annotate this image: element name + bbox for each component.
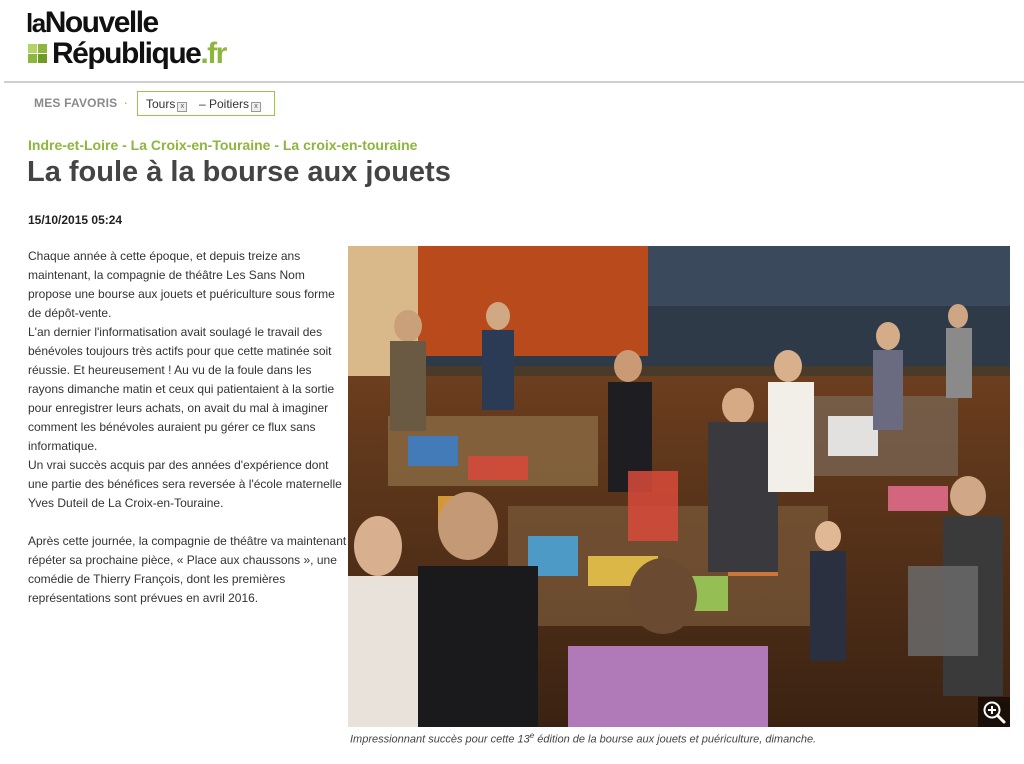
favorite-item-tours[interactable] (146, 97, 187, 112)
article-paragraph: Un vrai succès acquis par des années d'expérience dont une partie des bénéfices sera reversée à l'école maternelle Yves Duteil de La Croix-en-Touraine. (28, 458, 342, 510)
article-paragraph: Chaque année à cette époque, et depuis treize ans maintenant, la compagnie de théâtre Les Sans Nom propose une bourse aux jouets et puériculture sous forme de dépôt-vente. (28, 249, 335, 320)
zoom-button[interactable] (978, 697, 1010, 727)
favorites-list (137, 91, 275, 116)
logo-prefix: la (26, 8, 45, 38)
photo-caption (350, 731, 816, 746)
favorites-label[interactable]: MES FAVORIS (34, 96, 118, 110)
header-divider (4, 81, 1024, 83)
logo-squares-icon (28, 44, 48, 64)
article-paragraph: Après cette journée, la compagnie de théâtre va maintenant répéter sa prochaine pièce, « Place aux chaussons », une comédie de Thierry François, dont les premières représentations sont prévues en avril 2016. (28, 534, 347, 605)
caption-text-end: édition de la bourse aux jouets et puériculture, dimanche. (534, 733, 817, 746)
favorite-item-poitiers[interactable] (199, 97, 261, 112)
page-title: La foule à la bourse aux jouets (27, 156, 451, 188)
logo-word-1: Nouvelle (44, 6, 158, 39)
logo-word-2: République (52, 37, 201, 70)
caption-superscript: e (529, 731, 535, 740)
site-logo[interactable] (26, 8, 266, 72)
remove-favorite-icon[interactable]: x (251, 102, 261, 112)
article-paragraph: L'an dernier l'informatisation avait soulagé le travail des bénévoles toujours très actifs pour que cette matinée soit réussie. Et heureusement ! Au vu de la foule dans les rayons dimanche matin et ceux qui patientaient à la sortie pour enregistrer leurs achats, on avait du mal à imaginer comment les bénévoles auraient pu gérer ce flux sans informatique. (28, 325, 335, 453)
zoom-in-icon (978, 697, 1010, 727)
photo-crowd-image (348, 246, 1010, 727)
logo-tld: .fr (200, 37, 226, 70)
favorites-separator: . (124, 92, 128, 107)
remove-favorite-icon[interactable]: x (177, 102, 187, 112)
article-body (28, 247, 350, 608)
article-photo[interactable] (348, 246, 1010, 727)
breadcrumb[interactable]: Indre-et-Loire - La Croix-en-Touraine - La croix-en-touraine (28, 137, 418, 153)
favorite-item-label[interactable]: Tours (146, 97, 176, 111)
favorite-item-label[interactable]: – Poitiers (199, 97, 250, 111)
caption-text: Impressionnant succès pour cette 13 (350, 733, 530, 746)
favorites-bar (28, 91, 274, 115)
article-date: 15/10/2015 05:24 (28, 213, 123, 227)
